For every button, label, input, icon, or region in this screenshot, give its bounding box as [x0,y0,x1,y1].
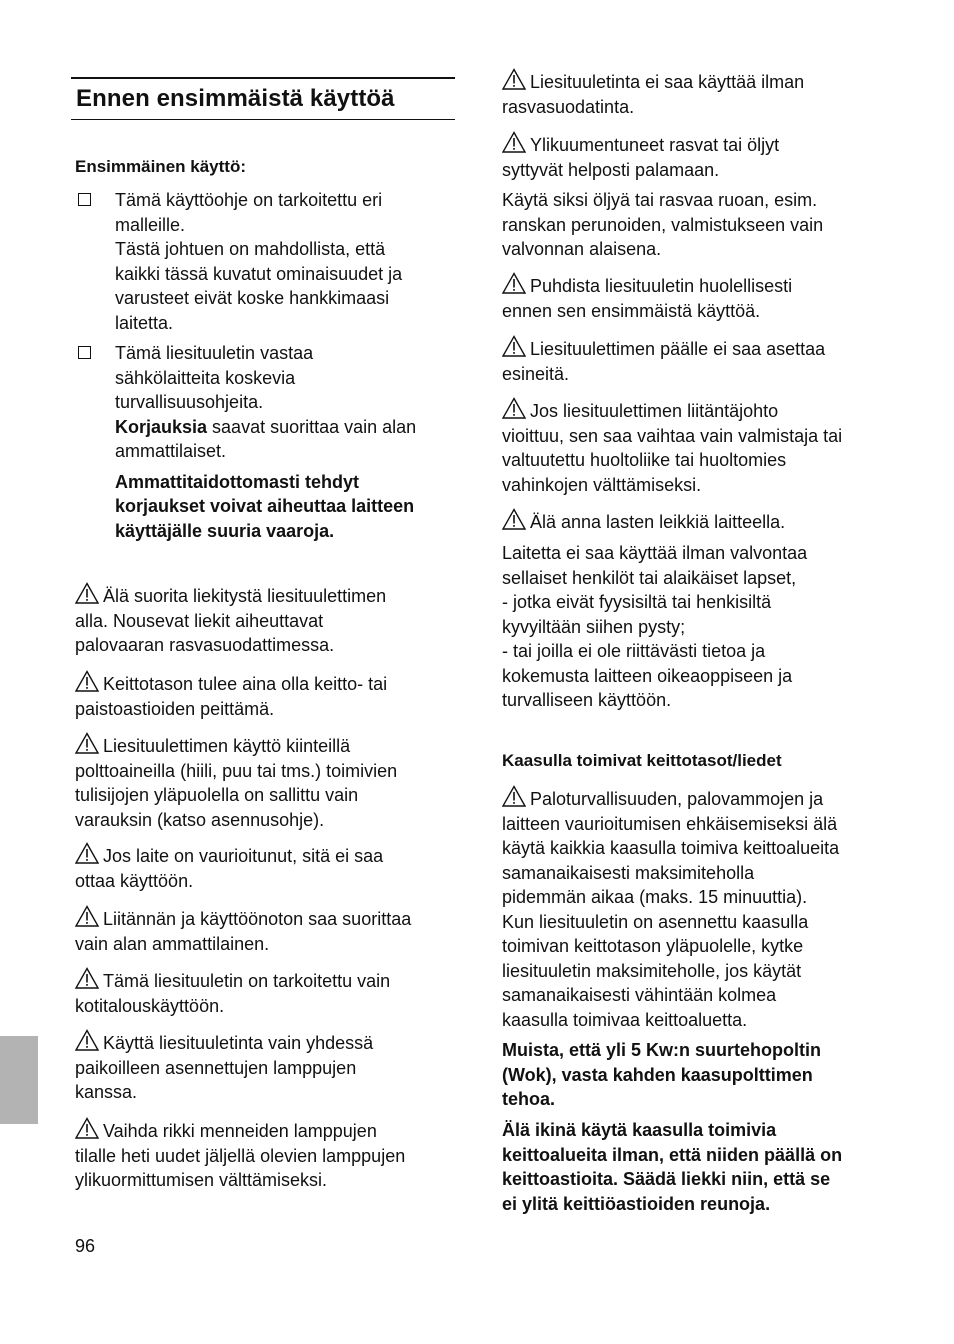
paragraph [502,188,887,262]
bold-word: Korjauksia [115,416,208,437]
paragraph [502,541,887,713]
text-line: Tämä liesituuletin on tarkoitettu vain [75,967,460,994]
text-line: alla. Nousevat liekit aiheuttavat [75,610,324,631]
warning-block [75,842,460,893]
page-title: Ennen ensimmäistä käyttöä [76,85,395,112]
warning-block [502,785,887,1032]
warning-icon [75,842,99,864]
warning-icon [75,670,99,692]
text-line: Älä ikinä käytä kaasulla toimivia [502,1120,777,1140]
warning-block [75,582,460,658]
text-line: kaasulla toimivaa keittoaluetta. [502,1009,748,1030]
text-line: valvonnan alaisena. [502,239,662,259]
text-line: Jos liesituulettimen liitäntäjohto [502,397,887,424]
checkbox-bullet-icon [78,346,91,359]
text-line: tulisijojen yläpuolella on sallittu vain [75,785,359,805]
warning-icon [75,967,99,989]
text-line: Älä suorita liekitystä liesituulettimen [75,582,460,609]
text-line: Tästä johtuen on mahdollista, että [115,239,386,259]
text-line: ei ylitä keittiöastioiden reunoja. [502,1193,771,1214]
text-line: ottaa käyttöön. [75,870,194,891]
text-line: Liesituulettimen käyttö kiinteillä [75,732,460,759]
text-line: Liesituulettimen päälle ei saa asettaa [502,335,887,362]
text-line: vioittuu, sen saa vaihtaa vain valmistaja tai [502,425,843,446]
warning-block [75,1029,460,1105]
text-line: Vaihda rikki menneiden lamppujen [75,1117,460,1144]
page-number: 96 [75,1236,96,1256]
text-line: Liitännän ja käyttöönoton saa suorittaa [75,905,460,932]
bold-paragraph [502,1118,887,1216]
text-line: tehoa. [502,1089,556,1109]
text-line: - tai joilla ei ole riittävästi tietoa ja [502,641,766,661]
warning-block [502,68,887,119]
text-line: laitteen vaurioitumisen ehkäisemiseksi älä [502,813,838,834]
list-item-text [115,188,460,335]
text-line: ranskan perunoiden, valmistukseen vain [502,214,824,235]
gas-heading: Kaasulla toimivat keittotasot/liedet [502,751,782,770]
text-line: keittoastioita. Säädä liekki niin, että se [502,1169,831,1189]
text-line: Kun liesituuletin on asennettu kaasulla [502,911,809,932]
text-line: käytä kaikkia kaasulla toimiva keittoalueita [502,838,840,858]
warning-icon [502,397,526,419]
text-line: Ylikuumentuneet rasvat tai öljyt [502,131,887,158]
warning-block [75,732,460,832]
text-line: vain alan ammattilainen. [75,933,270,954]
text-line: Muista, että yli 5 Kw:n suurtehopoltin [502,1040,822,1060]
warning-icon [502,335,526,357]
text-line: valtuutettu huoltoliike tai huoltomies [502,450,787,470]
text-line: palovaaran rasvasuodattimessa. [75,635,335,655]
text-line: tilalle heti uudet jäljellä olevien lamppujen [75,1145,406,1166]
text-line: polttoaineilla (hiili, puu tai tms.) toimivien [75,760,398,781]
side-tab [0,1036,38,1124]
warning-icon [502,68,526,90]
warning-block [75,905,460,956]
text-line: Tämä liesituuletin vastaa [115,343,314,363]
warning-icon [75,1029,99,1051]
text-line: kaikki tässä kuvatut ominaisuudet ja [115,263,403,284]
text-line: Käyttä liesituuletinta vain yhdessä [75,1029,460,1056]
text-line: rasvasuodatinta. [502,96,635,117]
text-line: Jos laite on vaurioitunut, sitä ei saa [75,842,460,869]
text-line: korjaukset voivat aiheuttaa laitteen [115,496,415,516]
warning-icon [75,905,99,927]
text-line: toimivan keittotason yläpuolelle, kytke [502,936,804,956]
text-line: Älä anna lasten leikkiä laitteella. [502,508,887,535]
warning-icon [75,732,99,754]
title-block [71,77,455,120]
text-line: keittoalueita ilman, että niiden päällä on [502,1144,843,1165]
text-line: Keittotason tulee aina olla keitto- tai [75,670,460,697]
text-line: turvalliseen käyttöön. [502,690,672,710]
text-line: varauksin (katso asennusohje). [75,809,325,830]
warning-block [75,967,460,1018]
warning-block [75,1117,460,1193]
text-line: varusteet eivät koske hankkimaasi [115,288,390,308]
warning-block [502,397,887,497]
text-line: kotitalouskäyttöön. [75,995,225,1016]
text-line: Käytä siksi öljyä tai rasvaa ruoan, esim. [502,190,818,210]
text-line: sähkölaitteita koskevia [115,367,296,388]
text-line: käyttäjälle suuria vaaroja. [115,520,335,541]
text-line: - jotka eivät fyysisiltä tai henkisiltä [502,592,772,612]
warning-block [502,508,887,535]
bold-warning [115,470,460,544]
warning-icon [75,1117,99,1139]
warning-icon [75,582,99,604]
text-line: Tämä käyttöohje on tarkoitettu eri [115,190,383,210]
text-line: vahinkojen välttämiseksi. [502,474,702,495]
text-line: Liesituuletinta ei saa käyttää ilman [502,68,887,95]
warning-block [502,335,887,386]
text-line: ennen sen ensimmäistä käyttöä. [502,300,761,321]
warning-icon [502,131,526,153]
text-line: (Wok), vasta kahden kaasupolttimen [502,1064,813,1085]
text-line: malleille. [115,214,186,235]
warning-icon [502,272,526,294]
bold-paragraph [502,1038,887,1112]
text-line: esineitä. [502,363,570,384]
text-line: laitetta. [115,312,174,333]
text-line: kokemusta laitteen oikeaoppiseen ja [502,665,793,686]
list-item-text: Tämä liesituuletin vastaa sähkölaitteita koskevia turvallisuusohjeita. Korjauksia saavat suorittaa vain alan ammattilaiset. Ammattitaidottomasti tehdyt korjaukset voivat aiheuttaa laitteen käyttäjälle suuria vaaroja. [115,341,460,543]
warning-block [502,272,887,323]
text-line: Paloturvallisuuden, palovammojen ja [502,785,887,812]
text-line: Puhdista liesituuletin huolellisesti [502,272,887,299]
warning-icon [502,508,526,530]
text-line: samanaikaisesti maksimiteholla [502,862,755,883]
text-line: ylikuormittumisen välttämiseksi. [75,1170,328,1190]
text-line: paistoastioiden peittämä. [75,698,275,719]
text-line: Laitetta ei saa käyttää ilman valvontaa [502,543,808,563]
checkbox-bullet-icon [78,193,91,206]
section-heading: Ensimmäinen käyttö: [75,157,246,176]
text-line: Ammattitaidottomasti tehdyt [115,471,360,492]
text-line: kyvyiltään siihen pysty; [502,616,686,637]
text-line: liesituuletin maksimiteholle, jos käytät [502,960,802,981]
warning-block [502,131,887,182]
text-line: kanssa. [75,1082,138,1102]
text-line: sellaiset henkilöt tai alaikäiset lapset, [502,567,797,588]
text-line: pidemmän aikaa (maks. 15 minuuttia). [502,887,808,907]
warning-block [75,670,460,721]
warning-icon [502,785,526,807]
text-line: paikoilleen asennettujen lamppujen [75,1057,357,1078]
text-line: turvallisuusohjeita. [115,392,264,412]
text-line: syttyvät helposti palamaan. [502,159,720,180]
text-line: samanaikaisesti vähintään kolmea [502,985,777,1005]
